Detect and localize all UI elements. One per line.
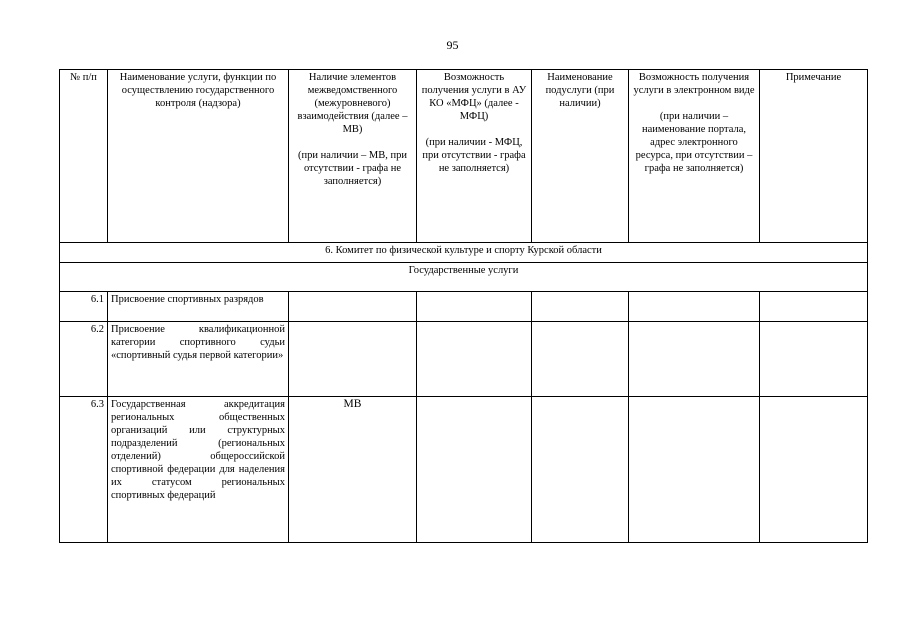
row-number: 6.2	[60, 322, 108, 397]
section-row	[60, 243, 868, 263]
header-electronic-main: Возможность получения услуги в электронном виде	[633, 72, 755, 96]
row-mv-cell	[289, 322, 417, 397]
header-note: Примечание	[760, 70, 868, 243]
row-mv-cell	[289, 397, 417, 543]
header-mfc	[417, 70, 532, 243]
row-electronic-cell	[629, 397, 760, 543]
header-electronic	[629, 70, 760, 243]
table-row	[60, 397, 868, 543]
row-service-name: Присвоение квалификационной категории спортивного судьи «спортивный судья первой категории»	[108, 322, 289, 397]
row-mfc-cell	[417, 292, 532, 322]
row-subservice-cell	[532, 397, 629, 543]
row-mfc-cell	[417, 322, 532, 397]
header-electronic-note: (при наличии – наименование портала, адрес электронного ресурса, при отсутствии – графа не заполняется)	[635, 111, 753, 174]
row-note-cell	[760, 397, 868, 543]
section-title: 6. Комитет по физической культуре и спорту Курской области	[60, 243, 868, 263]
row-electronic-cell	[629, 292, 760, 322]
subsection-row	[60, 263, 868, 292]
table-row	[60, 292, 868, 322]
row-note-cell	[760, 322, 868, 397]
row-mfc-cell	[417, 397, 532, 543]
services-table	[59, 69, 868, 543]
row-number: 6.1	[60, 292, 108, 322]
header-mv	[289, 70, 417, 243]
header-mv-note: (при наличии – МВ, при отсутствии - графа не заполняется)	[298, 150, 407, 187]
row-subservice-cell	[532, 322, 629, 397]
header-num: № п/п	[60, 70, 108, 243]
row-note-cell	[760, 292, 868, 322]
page-number: 95	[446, 38, 459, 52]
subsection-title: Государственные услуги	[60, 263, 868, 292]
row-mv-value: МВ	[343, 398, 362, 410]
row-number: 6.3	[60, 397, 108, 543]
header-mfc-note: (при наличии - МФЦ, при отсутствии - графа не заполняется)	[422, 137, 526, 174]
row-subservice-cell	[532, 292, 629, 322]
row-mv-cell	[289, 292, 417, 322]
table-row	[60, 322, 868, 397]
header-service-name: Наименование услуги, функции по осуществлению государственного контроля (надзора)	[108, 70, 289, 243]
row-service-name: Присвоение спортивных разрядов	[108, 292, 289, 322]
header-mv-main: Наличие элементов межведомственного (межуровневого) взаимодействия (далее – МВ)	[297, 72, 408, 135]
header-subservice: Наименование подуслуги (при наличии)	[532, 70, 629, 243]
row-electronic-cell	[629, 322, 760, 397]
row-service-name: Государственная аккредитация региональных общественных организаций или структурных подразделений (региональных отделений) общероссийской спортивной федерации для наделения их статусом региональных спортивных федераций	[108, 397, 289, 543]
header-row	[60, 70, 868, 243]
header-mfc-main: Возможность получения услуги в АУ КО «МФЦ» (далее - МФЦ)	[421, 72, 527, 122]
